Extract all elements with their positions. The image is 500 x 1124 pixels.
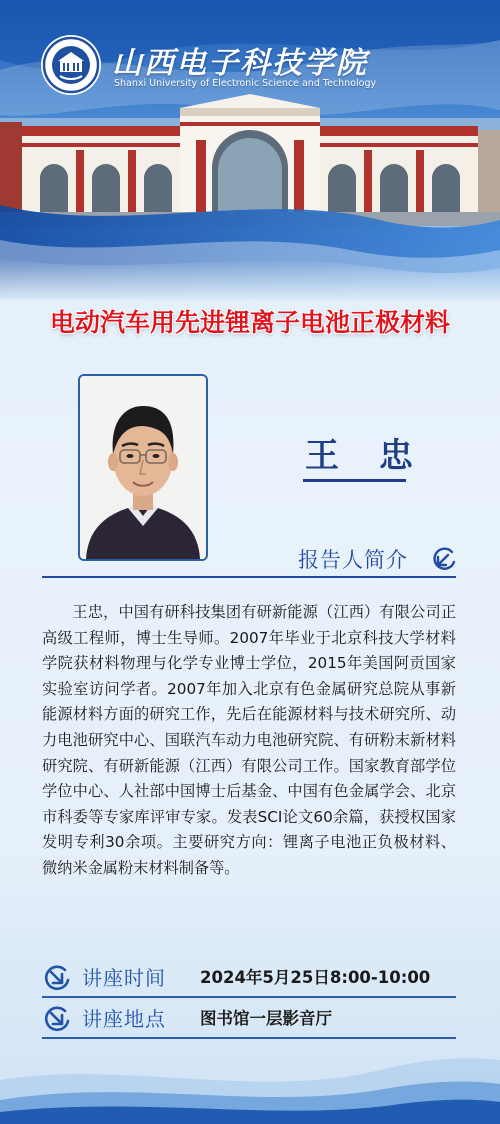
header-banner: [0, 0, 500, 300]
speaker-name: 王 忠: [305, 436, 427, 476]
section-title-speaker-intro: 报告人简介: [298, 548, 408, 572]
talk-title: 电动汽车用先进锂离子电池正极材料: [49, 308, 450, 337]
arrow-circle-icon: [430, 545, 458, 573]
arrow-circle-icon: [42, 962, 72, 992]
detail-divider: [42, 996, 456, 998]
lecture-location-value: 图书馆一层影音厅: [200, 1009, 332, 1028]
lecture-time-row: [42, 962, 456, 994]
school-name-english: Shanxi University of Electronic Science and Technology: [114, 78, 377, 89]
lecture-time-label: 讲座时间: [82, 966, 166, 990]
name-underline: [303, 479, 406, 482]
footer-wave-decoration: [0, 1000, 500, 1124]
speaker-bio: 王忠，中国有研科技集团有研新能源（江西）有限公司正高级工程师，博士生导师。2007年毕业于北京科技大学材料学院获材料物理与化学专业博士学位，2015年美国阿贡国家实验室访问学者。2007年加入北京有色金属研究总院从事新能源材料方面的研究工作，先后在能源材料与技术研究所、动力电池研究中心、国联汽车动力电池研究院、有研粉末新材料研究院、有研新能源（江西）有限公司工作。国家教育部学位学位中心、人社部中国博士后基金、中国有色金属学会、北京市科委等专家库评审专家。发表SCI论文60余篇，获授权国家发明专利30余项。主要研究方向：锂离子电池正负极材料、微纳米金属粉末材料制备等。: [42, 603, 456, 877]
lecture-location-label: 讲座地点: [82, 1007, 166, 1031]
school-name-chinese: 山西电子科技学院: [112, 46, 368, 81]
lecture-time-value: 2024年5月25日8:00-10:00: [200, 968, 431, 987]
section-divider: [42, 576, 456, 578]
speaker-photo: [78, 374, 208, 561]
school-emblem-icon: [40, 34, 102, 96]
speaker-portrait: [80, 376, 206, 559]
